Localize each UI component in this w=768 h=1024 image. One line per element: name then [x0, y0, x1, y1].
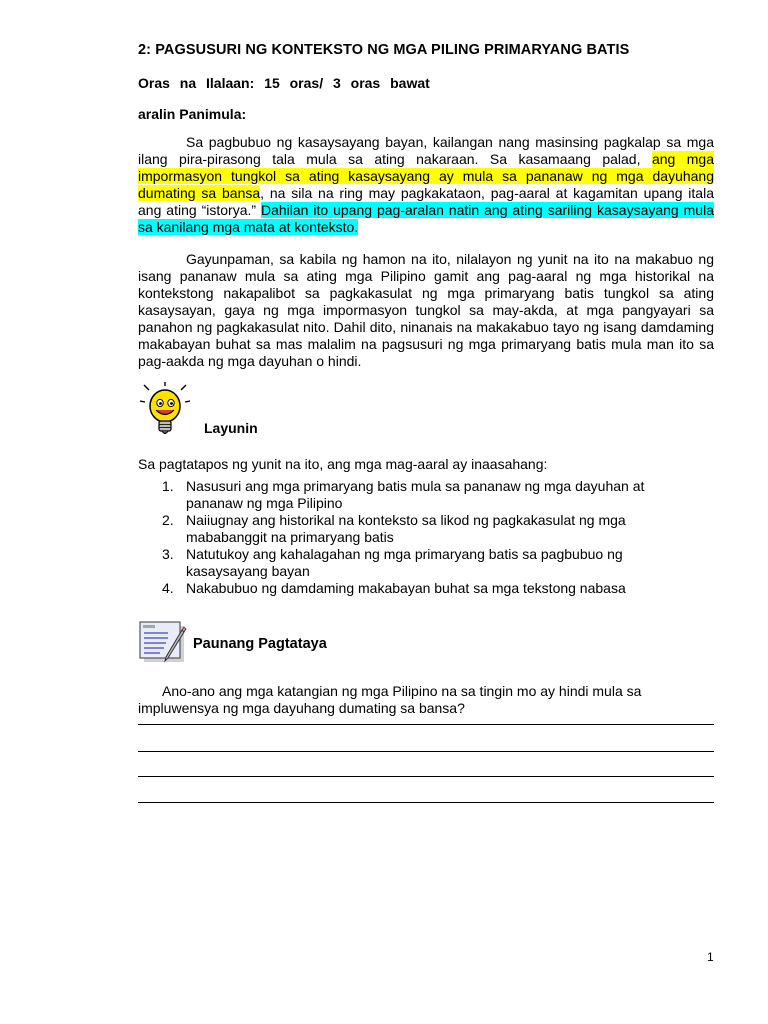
objectives-list — [138, 478, 698, 598]
section-heading-panimula: aralin Panimula: — [138, 106, 247, 122]
intro-text-a: Sa pagbubuo ng kasaysayang bayan, kailangan nang masinsing pagkalap sa mga ilang pira-pirasong tala mula sa ating nakaraan. Sa kasamaang palad, — [138, 134, 714, 167]
list-item-number: 2. — [162, 512, 174, 528]
pretest-heading: Paunang Pagtataya — [193, 636, 327, 652]
document-title: 2: PAGSUSURI NG KONTEKSTO NG MGA PILING PRIMARYANG BATIS — [138, 42, 630, 58]
pretest-question-text: Ano-ano ang mga katangian ng mga Pilipino na sa tingin mo ay hindi mula sa impluwensya ng mga dayuhang dumating sa bansa? — [138, 683, 642, 716]
answer-line[interactable] — [138, 751, 714, 752]
list-item — [138, 580, 698, 597]
intro-text-b: , na sila na ring may pagkakataon, pag-aaral at kagamitan upang itala ang ating “istorya.” — [138, 185, 714, 218]
document-pencil-icon — [138, 620, 190, 666]
highlight-cyan: Dahilan ito upang pag-aralan natin ang ating sariling kasaysayang mula sa kanilang mga mata at konteksto. — [138, 202, 714, 235]
second-paragraph-text: Gayunpaman, sa kabila ng hamon na ito, nilalayon ng yunit na ito na makabuo ng isang pananaw mula sa ating mga Pilipino gamit ang pag-aaral ng mga historikal na kontekstong nakapalibot sa pagkakasulat ng mga primaryang batis tungkol sa ating kasaysayan, gaya ng mga impormasyon tungkol sa may-akda, at mga pangyayari sa panahon ng pagkakasulat nito. Dahil dito, ninanais na makakabuo tayo ng isang damdaming makabayan buhat sa mas malalim na pagsusuri ng mga primaryang batis mula man ito sa pag-aakda ng mga dayuhan o hindi. — [138, 251, 714, 369]
list-item-text: Nasusuri ang mga primaryang batis mula sa pananaw ng mga dayuhan at pananaw ng mga Pilipino — [186, 478, 645, 511]
list-item-text: Naiiugnay ang historikal na konteksto sa likod ng pagkakasulat ng mga mababanggit na primaryang batis — [186, 512, 626, 545]
list-item — [138, 546, 698, 579]
second-paragraph — [138, 251, 714, 370]
pretest-question — [138, 683, 714, 717]
intro-paragraph — [138, 134, 714, 236]
list-item-text: Nakabubuo ng damdaming makabayan buhat sa mga tekstong nabasa — [186, 580, 626, 596]
list-item — [138, 478, 698, 511]
list-item-number: 4. — [162, 580, 174, 596]
objectives-heading: Layunin — [204, 420, 258, 436]
highlight-yellow: ang mga impormasyon tungkol sa ating kasaysayang ay mula sa pananaw ng mga dayuhang dumating sa bansa — [138, 151, 714, 201]
time-allotment: Oras na Ilalaan: 15 oras/ 3 oras bawat — [138, 75, 430, 91]
answer-line[interactable] — [138, 724, 714, 725]
lightbulb-icon — [140, 382, 190, 438]
list-item-number: 1. — [162, 478, 174, 494]
list-item-number: 3. — [162, 546, 174, 562]
answer-line[interactable] — [138, 776, 714, 777]
page-number: 1 — [707, 950, 714, 964]
list-item-text: Natutukoy ang kahalagahan ng mga primaryang batis sa pagbubuo ng kasaysayang bayan — [186, 546, 623, 579]
objectives-intro: Sa pagtatapos ng yunit na ito, ang mga mag-aaral ay inaasahang: — [138, 456, 548, 472]
list-item — [138, 512, 698, 545]
answer-line[interactable] — [138, 802, 714, 803]
